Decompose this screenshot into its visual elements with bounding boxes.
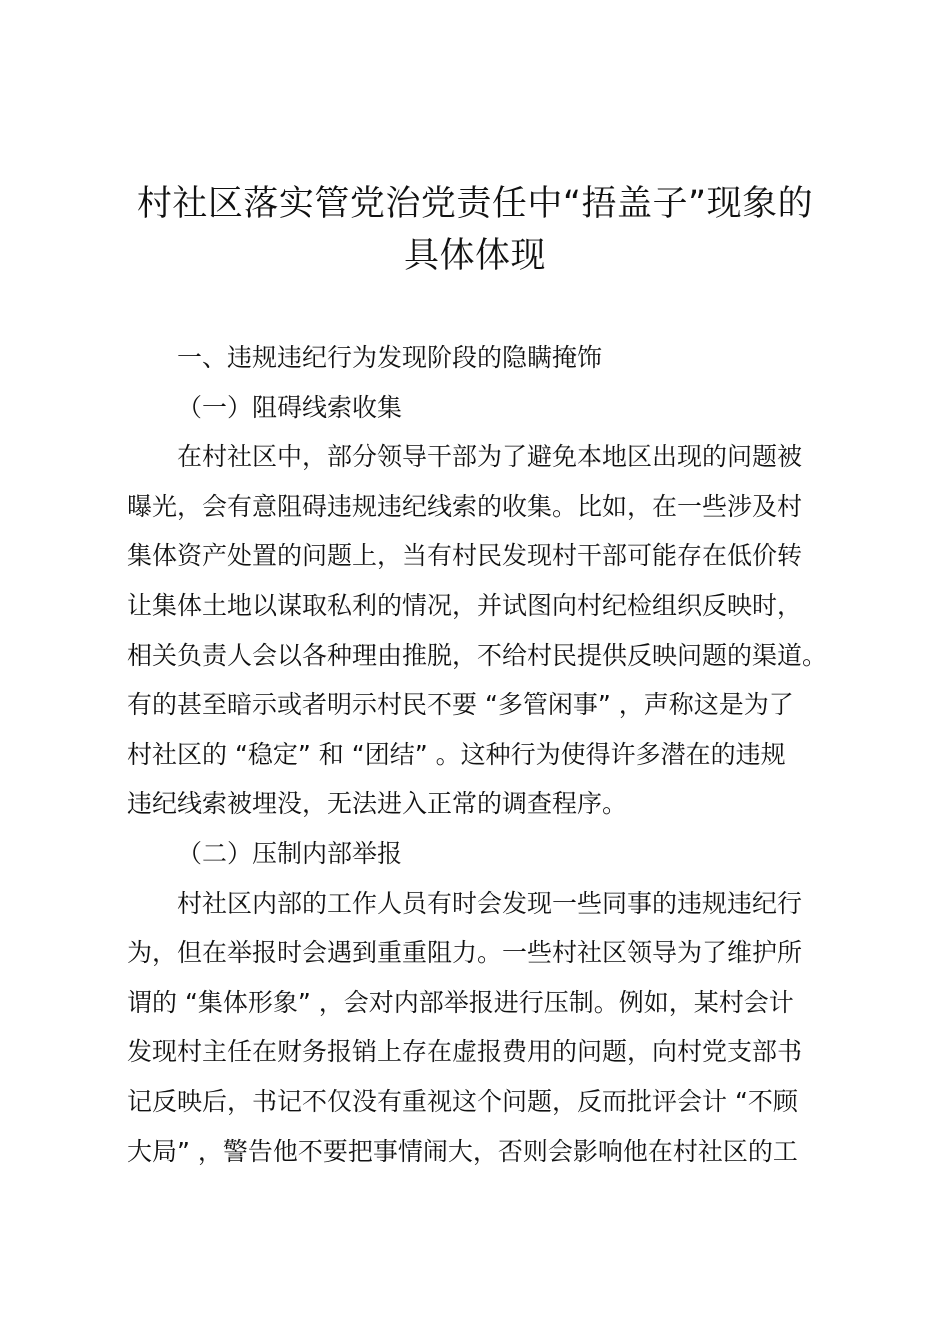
paragraph-2-line: 村社区内部的工作人员有时会发现一些同事的违规违纪行 bbox=[177, 888, 803, 918]
paragraph-1-line: 让集体土地以谋取私利的情况，并试图向村纪检组织反映时， bbox=[127, 590, 803, 620]
subsection-heading-2: （二）压制内部举报 bbox=[177, 838, 403, 868]
paragraph-1 bbox=[127, 432, 843, 829]
paragraph-1-line: 曝光，会有意阻碍违规违纪线索的收集。比如，在一些涉及村 bbox=[127, 491, 803, 521]
paragraph-1-line: 村社区的 “稳定” 和 “团结” 。这种行为使得许多潜在的违规 bbox=[127, 739, 786, 769]
paragraph-1-line: 集体资产处置的问题上，当有村民发现村干部可能存在低价转 bbox=[127, 541, 803, 571]
section-heading-1: 一、违规违纪行为发现阶段的隐瞒掩饰 bbox=[177, 343, 603, 372]
paragraph-2-line: 大局” ，警告他不要把事情闹大，否则会影响他在村社区的工 bbox=[127, 1136, 798, 1166]
paragraph-2-line: 谓的 “集体形象” ，会对内部举报进行压制。例如，某村会计 bbox=[127, 987, 794, 1017]
document-body bbox=[127, 333, 843, 1176]
paragraph-2-line: 为，但在举报时会遇到重重阻力。一些村社区领导为了维护所 bbox=[127, 938, 803, 968]
paragraph-1-line: 在村社区中，部分领导干部为了避免本地区出现的问题被 bbox=[177, 442, 803, 472]
paragraph-2 bbox=[127, 879, 843, 1177]
title-line-2: 具体体现 bbox=[403, 236, 546, 276]
document-title bbox=[100, 178, 850, 282]
paragraph-1-line: 违纪线索被埋没，无法进入正常的调查程序。 bbox=[127, 789, 628, 819]
title-line-1: 村社区落实管党治党责任中“捂盖子”现象的 bbox=[136, 184, 814, 224]
subsection-heading-1: （一）阻碍线索收集 bbox=[177, 392, 403, 422]
paragraph-2-line: 记反映后，书记不仅没有重视这个问题，反而批评会计 “不顾 bbox=[127, 1086, 798, 1116]
paragraph-2-line: 发现村主任在财务报销上存在虚报费用的问题，向村党支部书 bbox=[127, 1037, 803, 1067]
paragraph-1-line: 相关负责人会以各种理由推脱，不给村民提供反映问题的渠道。 bbox=[127, 640, 828, 670]
paragraph-1-line: 有的甚至暗示或者明示村民不要 “多管闲事” ，声称这是为了 bbox=[127, 690, 794, 720]
